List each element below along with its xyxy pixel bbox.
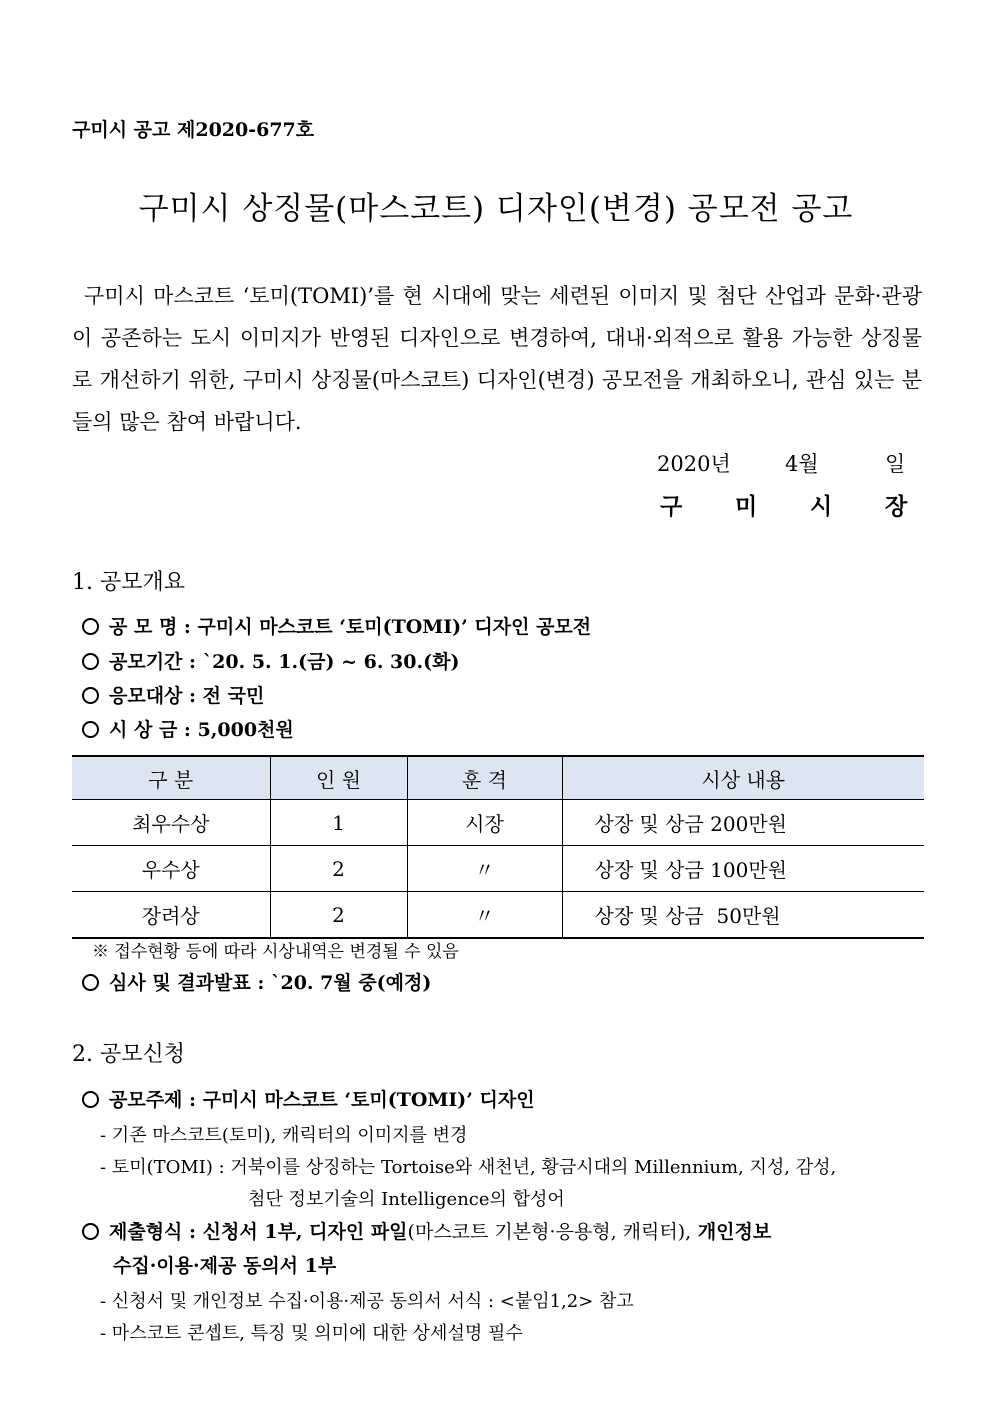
- signature-char: 구: [660, 493, 683, 520]
- notice-number: 구미시 공고 제2020-677호: [72, 119, 315, 141]
- table-cell: 최우수상: [72, 800, 270, 846]
- circle-bullet-icon: [82, 618, 99, 635]
- table-header: 훈 격: [407, 756, 562, 800]
- item-value: `20. 5. 1.(금) ~ 6. 30.(화): [202, 651, 460, 673]
- prize-table: [72, 755, 924, 939]
- table-row: [72, 846, 924, 892]
- overview-item: 공 모 명 : 구미시 마스코트 ‘토미(TOMI)’ 디자인 공모전: [82, 612, 591, 639]
- circle-bullet-icon: [82, 721, 99, 738]
- table-cell: 〃: [407, 846, 562, 892]
- date-year: 2020년: [657, 452, 731, 476]
- signature-char: 장: [885, 493, 908, 520]
- table-cell: 시장: [407, 800, 562, 846]
- item-value: 5,000천원: [197, 719, 294, 741]
- theme-detail: - 토미(TOMI) : 거북이를 상징하는 Tortoise와 새천년, 황금시대의 Millennium, 지성, 감성,: [100, 1157, 837, 1178]
- item-value: 신청서 1부, 디자인 파일: [202, 1221, 408, 1243]
- section-heading: 2. 공모신청: [72, 1042, 185, 1067]
- theme-detail: 첨단 정보기술의 Intelligence의 합성어: [248, 1189, 565, 1210]
- overview-item: 시 상 금 : 5,000천원: [82, 715, 294, 742]
- theme-detail: - 기존 마스코트(토미), 캐릭터의 이미지를 변경: [100, 1125, 468, 1146]
- item-value-plain: (마스코트 기본형·응용형, 캐릭터),: [407, 1221, 692, 1243]
- table-header: 인 원: [270, 756, 407, 800]
- signature-char: 미: [735, 493, 758, 520]
- item-value: 구미시 마스코트 ‘토미(TOMI)’ 디자인: [202, 1089, 535, 1111]
- table-header: 구 분: [72, 756, 270, 800]
- circle-bullet-icon: [82, 974, 99, 991]
- table-cell: 상장 및 상금 200만원: [562, 800, 924, 846]
- table-cell: 1: [270, 800, 407, 846]
- table-header: 시상 내용: [562, 756, 924, 800]
- item-label: 심사 및 결과발표: [109, 972, 251, 994]
- submission-item-cont: 수집·이용·제공 동의서 1부: [113, 1255, 337, 1277]
- item-value: 개인정보: [697, 1221, 772, 1243]
- table-cell: 상장 및 상금 100만원: [562, 846, 924, 892]
- overview-item: 공모기간 : `20. 5. 1.(금) ~ 6. 30.(화): [82, 647, 459, 674]
- submission-detail: - 신청서 및 개인정보 수집·이용·제공 동의서 서식 : <붙임1,2> 참고: [100, 1291, 634, 1312]
- table-note: ※ 접수현황 등에 따라 시상내역은 변경될 수 있음: [92, 942, 459, 962]
- item-label: 시 상 금: [109, 719, 178, 741]
- table-cell: 상장 및 상금 50만원: [562, 892, 924, 939]
- circle-bullet-icon: [82, 687, 99, 704]
- date-month: 4월: [785, 452, 819, 476]
- table-header-row: [72, 756, 924, 800]
- circle-bullet-icon: [82, 653, 99, 670]
- table-cell: 〃: [407, 892, 562, 939]
- item-value: 전 국민: [202, 685, 265, 707]
- intro-paragraph: 구미시 마스코트 ‘토미(TOMI)’를 현 시대에 맞는 세련된 이미지 및 첨단 산업과 문화·관광이 공존하는 도시 이미지가 반영된 디자인으로 변경하여, 대내·외적으로 활용 가능한 상징물로 개선하기 위한, 구미시 상징물(마스코트) 디자인(변경) 공모전을 개최하오니, 관심 있는 분들의 많은 참여 바랍니다.: [72, 284, 922, 434]
- table-row: [72, 892, 924, 939]
- table-cell: 2: [270, 892, 407, 939]
- item-value: `20. 7월 중(예정): [270, 972, 432, 994]
- date-day: 일: [885, 452, 906, 476]
- result-item: 심사 및 결과발표 : `20. 7월 중(예정): [82, 968, 431, 995]
- item-label: 공모주제: [109, 1089, 183, 1111]
- theme-item: 공모주제 : 구미시 마스코트 ‘토미(TOMI)’ 디자인: [82, 1085, 535, 1112]
- item-label: 공 모 명: [109, 616, 178, 638]
- section-heading: 1. 공모개요: [72, 570, 185, 595]
- circle-bullet-icon: [82, 1091, 99, 1108]
- table-cell: 장려상: [72, 892, 270, 939]
- item-value: 구미시 마스코트 ‘토미(TOMI)’ 디자인 공모전: [197, 616, 592, 638]
- item-label: 제출형식: [109, 1221, 183, 1243]
- submission-detail: - 마스코트 콘셉트, 특징 및 의미에 대한 상세설명 필수: [100, 1323, 523, 1344]
- page-title: 구미시 상징물(마스코트) 디자인(변경) 공모전 공고: [138, 191, 854, 227]
- signature-char: 시: [810, 493, 833, 520]
- table-cell: 2: [270, 846, 407, 892]
- table-cell: 우수상: [72, 846, 270, 892]
- table-row: [72, 800, 924, 846]
- overview-item: 응모대상 : 전 국민: [82, 681, 264, 708]
- circle-bullet-icon: [82, 1223, 99, 1240]
- submission-item: 제출형식 : 신청서 1부, 디자인 파일(마스코트 기본형·응용형, 캐릭터), 개인정보: [82, 1217, 771, 1244]
- item-label: 공모기간: [109, 651, 183, 673]
- item-label: 응모대상: [109, 685, 183, 707]
